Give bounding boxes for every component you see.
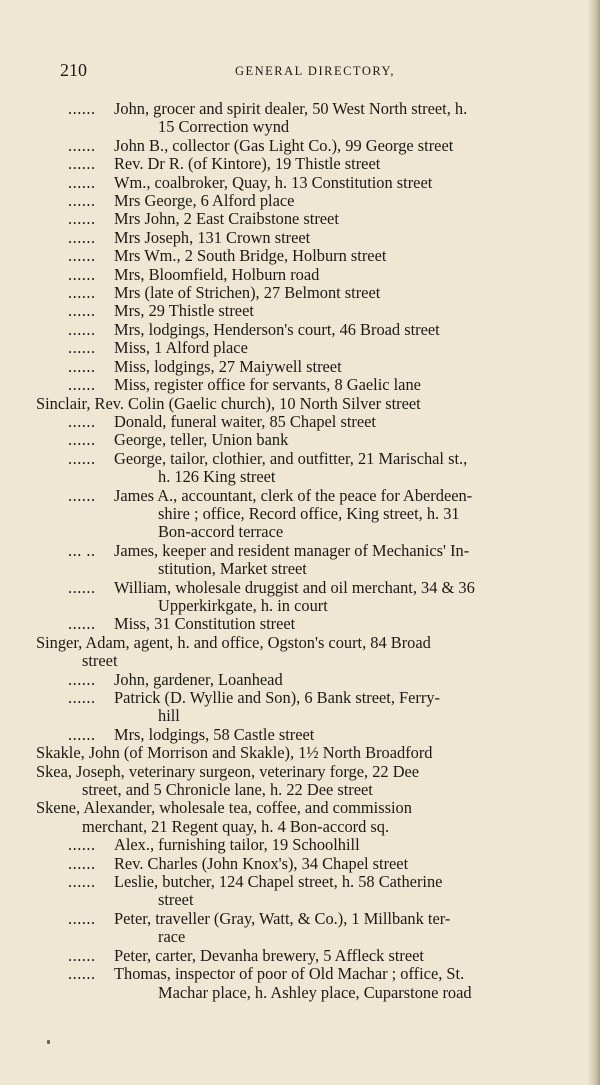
entry-line <box>36 781 570 799</box>
entry-line <box>68 358 570 376</box>
directory-entry <box>68 100 570 137</box>
entry-line <box>68 910 570 928</box>
entry-line <box>68 836 570 854</box>
ink-mark <box>47 1040 50 1044</box>
leader-dots: ...... <box>68 614 96 634</box>
entry-text: Mrs, Bloomfield, Holburn road <box>114 264 320 284</box>
leader-dots: ...... <box>68 246 96 266</box>
leader-dots: ...... <box>68 835 96 855</box>
entry-text: race <box>158 927 186 947</box>
entry-line <box>68 284 570 302</box>
leader-dots: ...... <box>68 411 96 431</box>
leader-dots: ...... <box>68 99 96 118</box>
directory-entry <box>68 615 570 633</box>
entry-line <box>36 395 570 413</box>
directory-entry <box>68 321 570 339</box>
entry-line <box>68 100 570 118</box>
entry-line <box>36 634 570 652</box>
entry-text: John, grocer and spirit dealer, 50 West North street, h. <box>114 99 468 118</box>
entry-line <box>36 763 570 781</box>
leader-dots: ...... <box>68 872 96 892</box>
directory-entry <box>68 836 570 854</box>
leader-dots: ...... <box>68 375 96 395</box>
entry-text: Thomas, inspector of poor of Old Machar ; office, St. <box>114 964 465 984</box>
entry-text: Machar place, h. Ashley place, Cuparstone road <box>158 982 472 1002</box>
leader-dots: ...... <box>68 669 96 689</box>
entry-line <box>68 192 570 210</box>
entry-text: George, teller, Union bank <box>114 430 289 450</box>
entry-line <box>68 155 570 173</box>
directory-entry-surname <box>36 744 570 762</box>
directory-entry <box>68 210 570 228</box>
directory-entry-surname <box>36 395 570 413</box>
entry-text: h. 126 King street <box>158 467 276 487</box>
entry-line <box>68 873 570 891</box>
entry-line <box>68 928 570 946</box>
directory-entry <box>68 726 570 744</box>
entry-text: Miss, lodgings, 27 Maiywell street <box>114 356 342 376</box>
entry-text: Mrs John, 2 East Craibstone street <box>114 209 339 229</box>
leader-dots: ...... <box>68 319 96 339</box>
entry-text: shire ; office, Record office, King street, h. 31 <box>158 503 460 523</box>
entry-text: Peter, carter, Devanha brewery, 5 Affleck street <box>114 945 424 965</box>
entry-text: Miss, 1 Alford place <box>114 338 248 358</box>
leader-dots: ...... <box>68 191 96 211</box>
entry-line <box>68 174 570 192</box>
entry-line <box>36 652 570 670</box>
leader-dots: ...... <box>68 485 96 505</box>
entry-line <box>36 818 570 836</box>
entry-text: merchant, 21 Regent quay, h. 4 Bon-accord sq. <box>82 816 390 836</box>
directory-entry <box>68 137 570 155</box>
entry-text: Miss, 31 Constitution street <box>114 614 296 634</box>
entry-text: stitution, Market street <box>158 559 307 579</box>
entry-line <box>36 799 570 817</box>
directory-entry <box>68 155 570 173</box>
leader-dots: ...... <box>68 338 96 358</box>
page-gutter <box>588 0 600 1085</box>
entry-text: Peter, traveller (Gray, Watt, & Co.), 1 Millbank ter- <box>114 908 451 928</box>
entry-line <box>68 615 570 633</box>
directory-entry <box>68 542 570 579</box>
leader-dots: ...... <box>68 227 96 247</box>
entry-text: Bon-accord terrace <box>158 522 284 542</box>
entry-text: Sinclair, Rev. Colin (Gaelic church), 10 North Silver street <box>36 393 421 413</box>
directory-entry <box>68 284 570 302</box>
entry-line <box>68 229 570 247</box>
entry-text: Singer, Adam, agent, h. and office, Ogston's court, 84 Broad <box>36 632 431 652</box>
entry-line <box>68 523 570 541</box>
entry-text: John B., collector (Gas Light Co.), 99 George street <box>114 135 454 155</box>
entry-line <box>68 707 570 725</box>
leader-dots: ...... <box>68 209 96 229</box>
entry-text: Patrick (D. Wyllie and Son), 6 Bank street, Ferry- <box>114 688 440 707</box>
entry-text: street, and 5 Chronicle lane, h. 22 Dee street <box>82 780 373 800</box>
entry-line <box>68 984 570 1002</box>
entry-line <box>68 965 570 983</box>
entry-line <box>68 431 570 449</box>
leader-dots: ...... <box>68 301 96 321</box>
leader-dots: ... .. <box>68 540 96 560</box>
entry-text: Alex., furnishing tailor, 19 Schoolhill <box>114 835 360 855</box>
entry-line <box>68 891 570 909</box>
directory-entry <box>68 487 570 542</box>
entry-text: Mrs, lodgings, Henderson's court, 46 Broad street <box>114 319 440 339</box>
entry-text: 15 Correction wynd <box>158 117 290 137</box>
entry-text: Rev. Dr R. (of Kintore), 19 Thistle street <box>114 154 381 174</box>
entry-text: Donald, funeral waiter, 85 Chapel street <box>114 411 376 431</box>
entry-line <box>68 671 570 689</box>
entry-line <box>68 118 570 136</box>
entry-text: Rev. Charles (John Knox's), 34 Chapel street <box>114 853 409 873</box>
entry-line <box>68 450 570 468</box>
directory-entry <box>68 855 570 873</box>
entry-text: George, tailor, clothier, and outfitter, 21 Marischal st., <box>114 448 468 468</box>
directory-entry <box>68 247 570 265</box>
leader-dots: ...... <box>68 172 96 192</box>
directory-entry-surname <box>36 763 570 800</box>
leader-dots: ...... <box>68 964 96 984</box>
entry-text: Mrs Joseph, 131 Crown street <box>114 227 311 247</box>
entry-text: Skene, Alexander, wholesale tea, coffee, and commission <box>36 798 412 818</box>
leader-dots: ...... <box>68 688 96 707</box>
entry-text: Skakle, John (of Morrison and Skakle), 1½ North Broadford <box>36 743 433 763</box>
entry-line <box>68 321 570 339</box>
entry-line <box>68 302 570 320</box>
entry-text: Mrs George, 6 Alford place <box>114 191 295 211</box>
entry-line <box>68 726 570 744</box>
entry-text: John, gardener, Loanhead <box>114 669 283 689</box>
directory-entry-surname <box>36 634 570 671</box>
directory-entry <box>68 579 570 616</box>
entry-text: James, keeper and resident manager of Mechanics' In- <box>114 540 470 560</box>
entry-line <box>68 487 570 505</box>
entry-text: Upperkirkgate, h. in court <box>158 595 328 615</box>
leader-dots: ...... <box>68 724 96 744</box>
entry-line <box>68 376 570 394</box>
entry-text: street <box>82 651 118 671</box>
directory-entry <box>68 376 570 394</box>
entry-line <box>68 468 570 486</box>
leader-dots: ...... <box>68 577 96 597</box>
leader-dots: ...... <box>68 945 96 965</box>
directory-entry <box>68 358 570 376</box>
leader-dots: ...... <box>68 853 96 873</box>
entry-line <box>68 855 570 873</box>
entry-line <box>68 560 570 578</box>
directory-entry <box>68 689 570 726</box>
entry-text: Wm., coalbroker, Quay, h. 13 Constitution street <box>114 172 433 192</box>
directory-entry <box>68 671 570 689</box>
entry-text: street <box>158 890 194 910</box>
directory-entry <box>68 965 570 1002</box>
entry-line <box>68 247 570 265</box>
directory-entry <box>68 229 570 247</box>
entry-line <box>68 137 570 155</box>
entry-line <box>68 266 570 284</box>
directory-entry <box>68 174 570 192</box>
entry-text: hill <box>158 706 180 726</box>
directory-entry <box>68 450 570 487</box>
entry-text: Skea, Joseph, veterinary surgeon, veterinary forge, 22 Dee <box>36 761 420 781</box>
entry-text: Mrs Wm., 2 South Bridge, Holburn street <box>114 246 387 266</box>
entry-line <box>68 542 570 560</box>
entry-line <box>68 339 570 357</box>
directory-entry <box>68 266 570 284</box>
leader-dots: ...... <box>68 430 96 450</box>
leader-dots: ...... <box>68 448 96 468</box>
leader-dots: ...... <box>68 135 96 155</box>
entry-text: Miss, register office for servants, 8 Gaelic lane <box>114 375 421 395</box>
entry-line <box>68 210 570 228</box>
entry-text: Mrs (late of Strichen), 27 Belmont street <box>114 283 381 303</box>
directory-entries <box>36 99 570 1002</box>
leader-dots: ...... <box>68 283 96 303</box>
entry-text: Mrs, lodgings, 58 Castle street <box>114 724 315 744</box>
directory-entry <box>68 947 570 965</box>
leader-dots: ...... <box>68 356 96 376</box>
leader-dots: ...... <box>68 264 96 284</box>
entry-line <box>36 744 570 762</box>
directory-entry <box>68 302 570 320</box>
directory-entry <box>68 431 570 449</box>
page-header <box>60 58 570 84</box>
directory-entry <box>68 192 570 210</box>
entry-line <box>68 597 570 615</box>
entry-text: Leslie, butcher, 124 Chapel street, h. 58 Catherine <box>114 872 443 892</box>
entry-line <box>68 947 570 965</box>
page-number: 210 <box>60 60 87 80</box>
entry-line <box>68 505 570 523</box>
leader-dots: ...... <box>68 154 96 174</box>
entry-line <box>68 413 570 431</box>
directory-entry <box>68 910 570 947</box>
entry-text: James A., accountant, clerk of the peace for Aberdeen- <box>114 485 473 505</box>
entry-text: Mrs, 29 Thistle street <box>114 301 254 321</box>
entry-line <box>68 689 570 707</box>
entry-line <box>68 579 570 597</box>
directory-entry <box>68 339 570 357</box>
entry-text: William, wholesale druggist and oil merchant, 34 & 36 <box>114 577 475 597</box>
directory-entry <box>68 873 570 910</box>
running-title: GENERAL DIRECTORY, <box>234 64 396 78</box>
directory-entry <box>68 413 570 431</box>
directory-entry-surname <box>36 799 570 836</box>
leader-dots: ...... <box>68 908 96 928</box>
